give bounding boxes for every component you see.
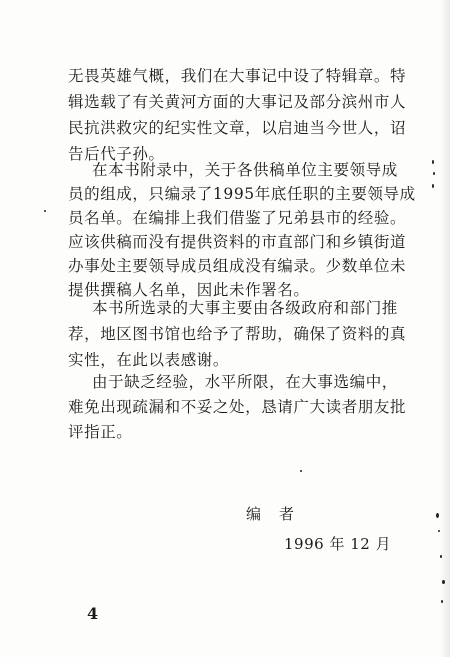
paragraph-1-line-4: 告后代子孙。: [68, 145, 165, 163]
paragraph-1-line-2: 辑选载了有关黄河方面的大事记及部分滨州市人: [68, 93, 407, 111]
paragraph-3-line-2: 荐，地区图书馆也给予了帮助，确保了资料的真: [68, 325, 407, 343]
paragraph-2-line-5: 办事处主要领导成员组成没有编录。少数单位未: [68, 257, 407, 275]
paragraph-2-line-6: 提供撰稿人名单，因此未作署名。: [68, 281, 310, 299]
author-signature: 编者: [246, 505, 313, 523]
paragraph-2-line-4: 应该供稿而没有提供资料的市直部门和乡镇街道: [68, 233, 407, 251]
page-edge-shadow: [440, 0, 450, 657]
paragraph-4-line-3: 评指正。: [68, 423, 133, 441]
paragraph-1-line-3: 民抗洪救灾的纪实性文章，以启迪当今世人，诏: [68, 119, 407, 137]
paragraph-4-line-2: 难免出现疏漏和不妥之处，恳请广大读者朋友批: [68, 398, 407, 416]
paragraph-2-line-2: 员的组成，只编录了1995年底任职的主要领导成: [68, 185, 416, 203]
date-line: 1996 年 12 月: [284, 535, 392, 553]
paragraph-3-line-3: 实性，在此以表感谢。: [68, 351, 230, 369]
paragraph-4-line-1: 由于缺乏经验，水平所限，在大事选编中，: [92, 373, 398, 391]
page-number: 4: [87, 604, 99, 623]
paragraph-1-line-1: 无畏英雄气概，我们在大事记中设了特辑章。特: [68, 67, 407, 85]
paragraph-2-line-1: 在本书附录中，关于各供稿单位主要领导成: [92, 161, 398, 179]
paragraph-3-line-1: 本书所选录的大事主要由各级政府和部门推: [92, 299, 398, 317]
paragraph-2-line-3: 员名单。在编排上我们借鉴了兄弟县市的经验。: [68, 209, 407, 227]
